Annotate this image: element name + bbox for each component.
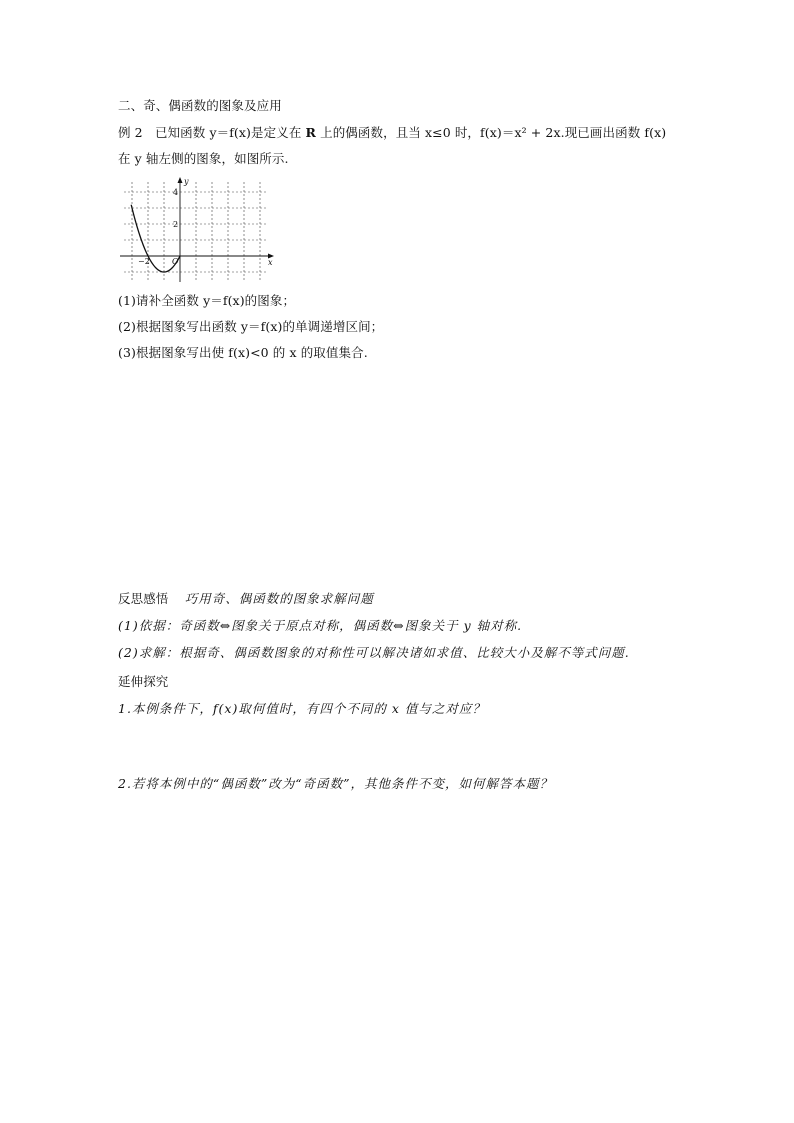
extension-title: 延伸探究 [118,674,169,689]
y-axis-arrow [178,177,183,183]
x-axis-label: x [268,258,273,267]
question-1: (1)请补全函数 y＝f(x)的图象； [118,293,296,308]
reflection-heading [118,590,374,608]
example-line-2: 在 y 轴左侧的图象，如图所示. [118,151,289,166]
function-graph [116,176,276,286]
reflection-point-2: (2)求解：根据奇、偶函数图象的对称性可以解决诸如求值、比较大小及解不等式问题. [118,645,630,660]
example-label: 例 2 [118,125,143,140]
real-set-symbol: R [305,125,317,140]
extension-question-2: 2.若将本例中的“偶函数”改为“奇函数”，其他条件不变，如何解答本题？ [118,776,553,791]
x-tick-neg2: −2 [138,257,150,266]
section-title: 二、奇、偶函数的图象及应用 [118,98,282,113]
y-tick-4: 4 [173,188,179,197]
example-line-1 [118,124,666,142]
example-text-a: 已知函数 y＝f(x)是定义在 [154,125,302,140]
reflection-title: 反思感悟 [118,591,169,606]
reflection-subtitle: 巧用奇、偶函数的图象求解问题 [184,591,374,606]
question-3: (3)根据图象写出使 f(x)<0 的 x 的取值集合. [118,345,368,360]
y-axis-label: y [184,177,189,186]
y-tick-2: 2 [173,220,179,229]
reflection-point-1: (1)依据：奇函数⇔图象关于原点对称，偶函数⇔图象关于 y 轴对称. [118,618,523,633]
question-2: (2)根据图象写出函数 y＝f(x)的单调递增区间； [118,319,384,334]
example-text-b: 上的偶函数，且当 x≤0 时，f(x)＝x² + 2x.现已画出函数 f(x) [320,125,667,140]
extension-question-1: 1.本例条件下，f(x)取何值时，有四个不同的 x 值与之对应？ [118,701,486,716]
origin-label: O [172,257,179,266]
